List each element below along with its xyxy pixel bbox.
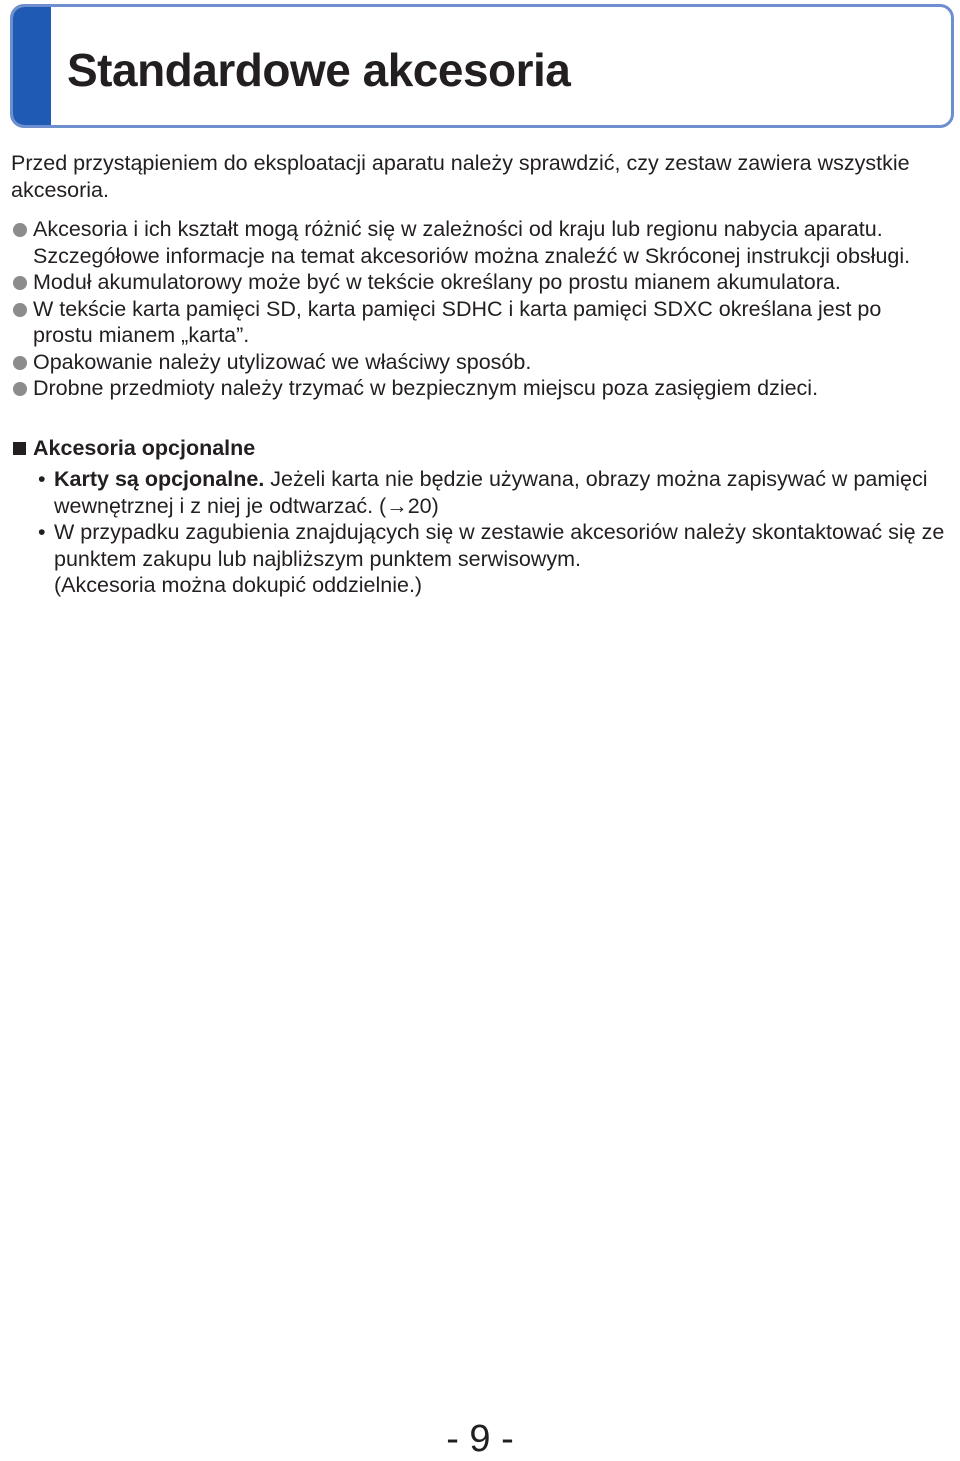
- bullet-dot: •: [38, 520, 46, 544]
- circle-bullet-icon: [13, 223, 27, 237]
- item-text: Jeżeli karta nie będzie używana, obrazy można zapisywać w pamięci wewnętrznej i z niej je odtwarzać. (→20): [54, 467, 928, 518]
- note-text: W tekście karta pamięci SD, karta pamięci SDHC i karta pamięci SDXC określana jest po prostu mianem „karta”.: [33, 296, 882, 347]
- optional-accessories-heading: [11, 435, 946, 462]
- circle-bullet-icon: [13, 356, 27, 370]
- note-text-continued: Szczegółowe informacje na temat akcesoriów można znaleźć w Skróconej instrukcji obsługi.: [33, 243, 911, 268]
- circle-bullet-icon: [13, 382, 27, 396]
- item-text-continued: (Akcesoria można dokupić oddzielnie.): [54, 573, 423, 597]
- note-item: [11, 269, 946, 296]
- bold-lead-text: Karty są opcjonalne.: [54, 467, 265, 491]
- circle-bullet-icon: [13, 303, 27, 317]
- circle-bullet-icon: [13, 276, 27, 290]
- note-item: [11, 216, 946, 269]
- intro-paragraph: Przed przystąpieniem do eksploatacji aparatu należy sprawdzić, czy zestaw zawiera wszystkie akcesoria.: [11, 151, 910, 202]
- note-text: Akcesoria i ich kształt mogą różnić się w zależności od kraju lub regionu nabycia aparatu.: [33, 217, 883, 241]
- list-item: [11, 519, 946, 599]
- page-title: Standardowe akcesoria: [67, 44, 571, 96]
- note-text: Opakowanie należy utylizować we właściwy sposób.: [33, 349, 532, 374]
- bullet-dot: •: [38, 467, 46, 491]
- optional-accessories-list: [11, 466, 946, 599]
- section-heading-text: Akcesoria opcjonalne: [33, 435, 256, 460]
- note-text: Drobne przedmioty należy trzymać w bezpiecznym miejscu poza zasięgiem dzieci.: [33, 376, 819, 400]
- note-item: [11, 375, 946, 402]
- square-bullet-icon: [13, 442, 26, 455]
- note-item: [11, 349, 946, 376]
- notes-list: [11, 216, 946, 402]
- title-box: [10, 4, 954, 128]
- item-text: W przypadku zagubienia znajdujących się w zestawie akcesoriów należy skontaktować się ze punktem zakupu lub najbliższym punktem serwisowym.: [54, 520, 945, 571]
- note-text: Moduł akumulatorowy może być w tekście określany po prostu mianem akumulatora.: [33, 270, 841, 294]
- page-number: - 9 -: [446, 1418, 514, 1460]
- note-item: [11, 296, 946, 349]
- title-accent-bar: [13, 7, 51, 125]
- list-item: [11, 466, 946, 519]
- main-content: [11, 150, 946, 599]
